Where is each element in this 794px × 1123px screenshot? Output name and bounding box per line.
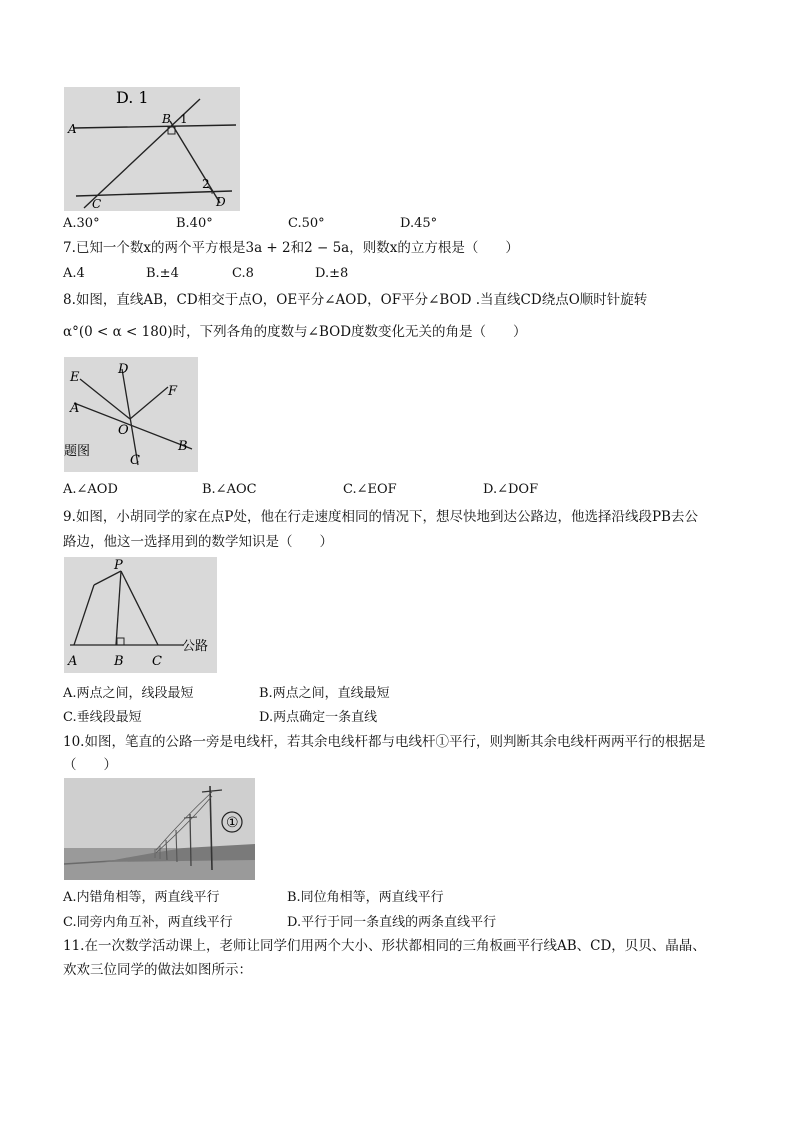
q7-option-b: B.±4: [146, 266, 179, 281]
q10-option-a: A.内错角相等，两直线平行: [63, 890, 220, 905]
q8-option-b: B.∠AOC: [202, 482, 257, 497]
q9-line1: 9.如图，小胡同学的家在点P处，他在行走速度相同的情况下，想尽快地到达公路边，他选择沿线段PB去公: [63, 509, 698, 525]
q9-option-c: C.垂线段最短: [63, 710, 142, 725]
label-c: C: [92, 197, 102, 211]
q8-line2: α°(0 < α < 180)时，下列各角的度数与∠BOD度数变化无关的角是（ ）: [63, 324, 527, 340]
fig8-label-c: C: [130, 453, 140, 468]
q6-option-c: C.50°: [288, 216, 325, 231]
fig6-caption: D. 1: [116, 88, 149, 107]
q9-option-b: B.两点之间，直线最短: [259, 686, 390, 701]
q9-option-a: A.两点之间，线段最短: [63, 686, 194, 701]
q8-option-d: D.∠DOF: [483, 482, 539, 497]
label-d: D: [216, 195, 226, 209]
q11-line1: 11.在一次数学活动课上，老师让同学们用两个大小、形状都相同的三角板画平行线AB、CD，贝贝、晶晶、: [63, 938, 706, 954]
fig8-label-o: O: [118, 423, 129, 438]
q10-line2: （ ）: [63, 757, 117, 773]
label-a: A: [68, 122, 77, 136]
q7-option-c: C.8: [232, 266, 254, 281]
fig9-label-p: P: [114, 558, 123, 573]
figure-q9: [64, 557, 217, 673]
q10-option-d: D.平行于同一条直线的两条直线平行: [287, 915, 497, 930]
q11-line2: 欢欢三位同学的做法如图所示：: [63, 962, 252, 978]
label-b: B: [162, 112, 171, 126]
fig9-label-a: A: [68, 654, 78, 669]
q7-option-a: A.4: [63, 266, 85, 281]
q10-line1: 10.如图，笔直的公路一旁是电线杆，若其余电线杆都与电线杆①平行，则判断其余电线杆两两平行的根据是: [63, 734, 706, 750]
q6-option-d: D.45°: [400, 216, 438, 231]
q9-line2: 路边，他这一选择用到的数学知识是（ ）: [63, 534, 333, 550]
q9-option-d: D.两点确定一条直线: [259, 710, 378, 725]
q10-option-b: B.同位角相等，两直线平行: [287, 890, 444, 905]
figure-q8: [64, 357, 198, 472]
q7-text: 7.已知一个数x的两个平方根是3a + 2和2 − 5a，则数x的立方根是（ ）: [63, 240, 519, 256]
fig8-label-f: F: [168, 384, 178, 399]
fig8-label-a: A: [70, 401, 80, 416]
fig8-label-e: E: [70, 370, 80, 385]
q6-option-b: B.40°: [176, 216, 213, 231]
q7-option-d: D.±8: [315, 266, 349, 281]
q8-option-c: C.∠EOF: [343, 482, 397, 497]
fig8-label-d: D: [118, 362, 129, 377]
fig9-label-road: 公路: [182, 639, 209, 654]
q8-option-a: A.∠AOD: [63, 482, 118, 497]
q8-line1: 8.如图，直线AB，CD相交于点O，OE平分∠AOD，OF平分∠BOD .当直线CD绕点O顺时针旋转: [63, 292, 648, 308]
figure-q6: [64, 87, 240, 211]
q10-option-c: C.同旁内角互补，两直线平行: [63, 915, 233, 930]
fig8-label-b: B: [178, 439, 188, 454]
q6-option-a: A.30°: [63, 216, 100, 231]
label-2: 2: [202, 177, 210, 191]
fig9-label-c: C: [152, 654, 162, 669]
fig8-caption: 题图: [64, 444, 91, 459]
fig9-label-b: B: [114, 654, 124, 669]
figure-q10: [64, 778, 255, 880]
fig10-pole-label: ①: [226, 815, 239, 831]
label-1: 1: [180, 112, 188, 126]
